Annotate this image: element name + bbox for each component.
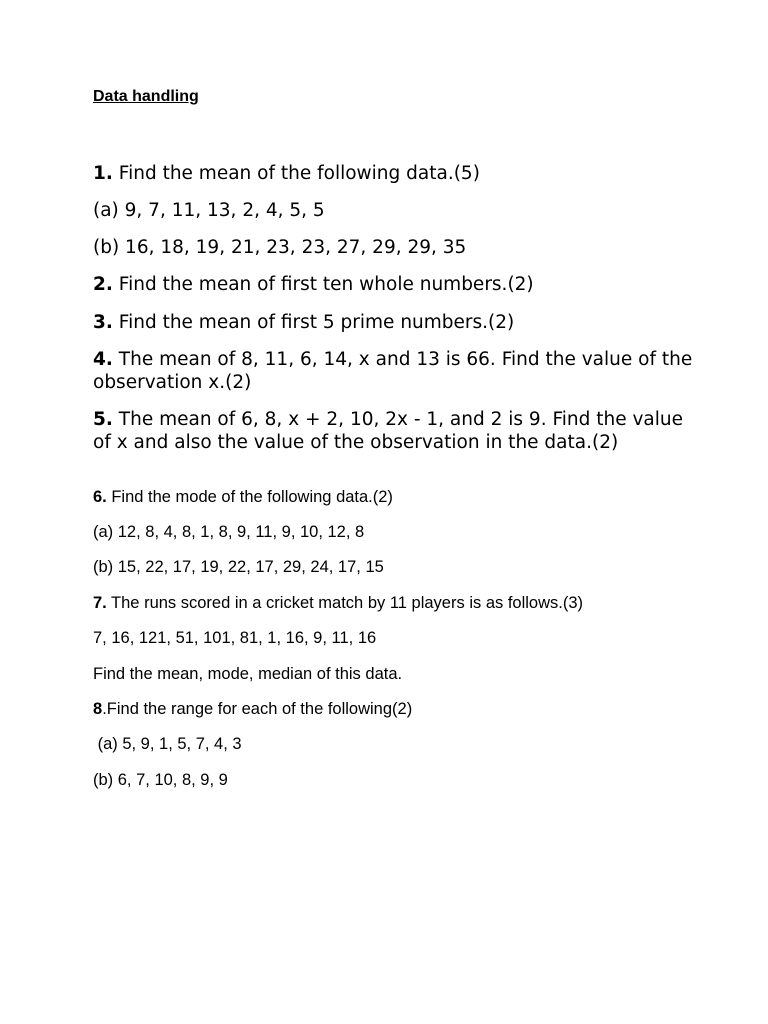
question-8a [93, 734, 693, 754]
question-text: (b) 16, 18, 19, 21, 23, 23, 27, 29, 29, 35 [93, 237, 467, 258]
question-number: 8 [93, 700, 103, 718]
question-8b [93, 770, 693, 790]
question-8 [93, 699, 693, 719]
question-6b [93, 557, 693, 577]
question-4 [93, 348, 693, 394]
question-6a [93, 522, 693, 542]
question-number: 3. [93, 312, 113, 333]
question-1b [93, 236, 693, 259]
question-text: Find the mode of the following data.(2) [106, 488, 393, 506]
question-text: The runs scored in a cricket match by 11 players is as follows.(3) [106, 594, 584, 612]
question-text: (a) 5, 9, 1, 5, 7, 4, 3 [93, 735, 242, 753]
question-text: Find the mean of first ten whole numbers.(2) [112, 274, 534, 295]
question-text: .Find the range for each of the following(2) [102, 700, 413, 718]
question-6 [93, 487, 693, 507]
question-5 [93, 408, 693, 454]
question-2 [93, 273, 693, 296]
question-number: 6. [93, 488, 107, 506]
question-text: The mean of 6, 8, x + 2, 10, 2x - 1, and 2 is 9. Find the value of x and also the value of the observation in the data.(2) [93, 409, 684, 453]
question-1 [93, 162, 693, 185]
question-text: Find the mean of the following data.(5) [112, 163, 480, 184]
question-1a [93, 199, 693, 222]
question-number: 2. [93, 274, 113, 295]
question-text: (a) 12, 8, 4, 8, 1, 8, 9, 11, 9, 10, 12, 8 [93, 523, 365, 541]
question-number: 5. [93, 409, 113, 430]
question-3 [93, 311, 693, 334]
question-number: 7. [93, 594, 107, 612]
question-text: 7, 16, 121, 51, 101, 81, 1, 16, 9, 11, 16 [93, 629, 377, 647]
question-7-task [93, 664, 693, 684]
question-7-data [93, 628, 693, 648]
document-title: Data handling [93, 88, 199, 105]
question-text: (a) 9, 7, 11, 13, 2, 4, 5, 5 [93, 200, 325, 221]
question-text: (b) 15, 22, 17, 19, 22, 17, 29, 24, 17, 15 [93, 558, 384, 576]
question-number: 1. [93, 163, 113, 184]
question-7 [93, 593, 693, 613]
question-number: 4. [93, 349, 113, 370]
question-text: The mean of 8, 11, 6, 14, x and 13 is 66. Find the value of the observation x.(2) [93, 349, 693, 393]
question-text: (b) 6, 7, 10, 8, 9, 9 [93, 771, 228, 789]
question-text: Find the mean, mode, median of this data. [93, 665, 403, 683]
question-text: Find the mean of first 5 prime numbers.(2) [112, 312, 515, 333]
